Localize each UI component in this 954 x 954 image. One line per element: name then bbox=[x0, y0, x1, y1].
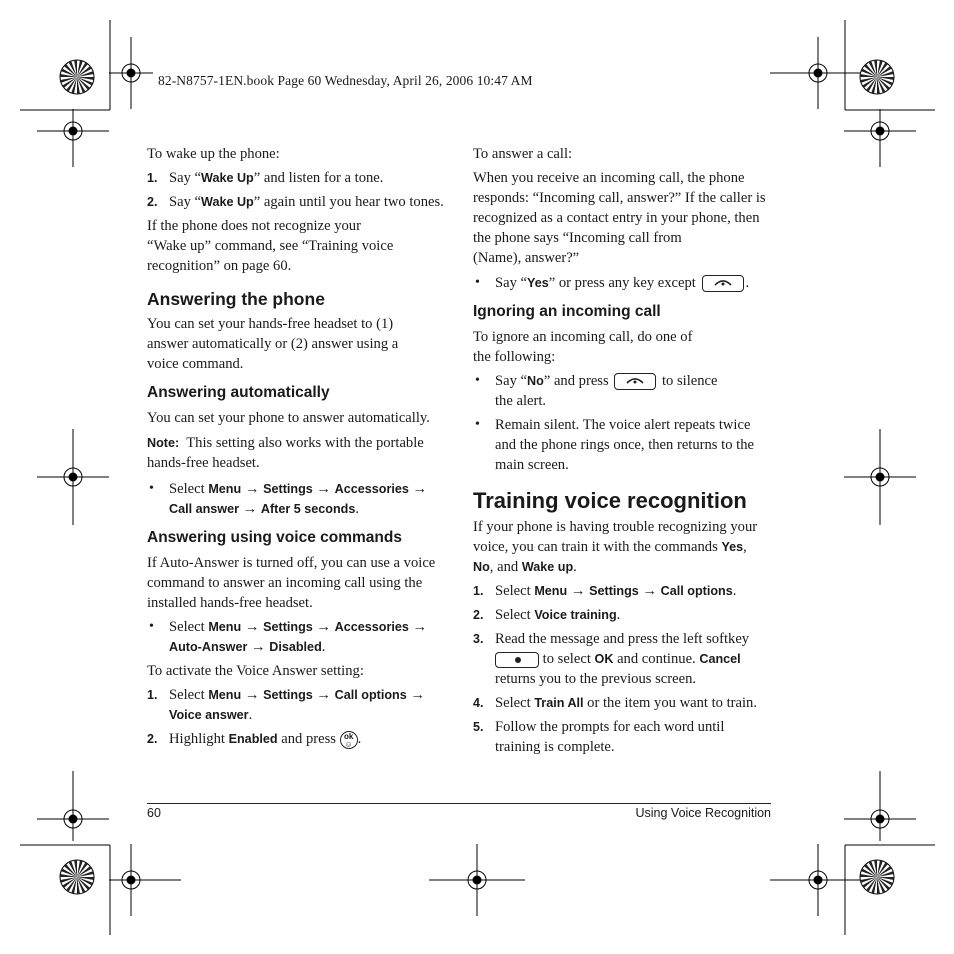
ok-key-icon: ok ☺ bbox=[340, 731, 358, 749]
answering-body: You can set your hands-free headset to (1) answer automatically or (2) answer using a voice command. bbox=[147, 316, 399, 372]
end-call-key-icon bbox=[614, 373, 656, 390]
starburst-target bbox=[60, 860, 94, 894]
activate-step-2: 2. Highlight Enabled and press ok ☺ . bbox=[147, 731, 362, 749]
end-call-key-icon bbox=[702, 275, 744, 292]
auto-bullet: • Select Menu → Settings → Accessories → Call answer → After 5 seconds. bbox=[149, 481, 428, 517]
training-step-1: 1. Select Menu → Settings → Call options. bbox=[473, 583, 737, 599]
training-step-3: 3. Read the message and press the left softkey to select OK and continue. Cancel returns you to the previous screen. bbox=[473, 631, 750, 687]
voice-bullet: • Select Menu → Settings → Accessories → Auto-Answer → Disabled. bbox=[149, 619, 428, 655]
running-footer: Using Voice Recognition bbox=[635, 806, 771, 820]
training-step-4: 4. Select Train All or the item you want to train. bbox=[473, 695, 757, 711]
training-step-5: 5. Follow the prompts for each word until training is complete. bbox=[473, 719, 725, 755]
right-column bbox=[473, 144, 773, 757]
heading-answering-automatically: Answering automatically bbox=[147, 384, 330, 401]
auto-body: You can set your phone to answer automatically. bbox=[147, 410, 430, 426]
note: Note: This setting also works with the portable hands-free headset. bbox=[147, 435, 424, 471]
training-step-2: 2. Select Voice training. bbox=[473, 607, 621, 623]
left-column bbox=[147, 144, 447, 749]
heading-training-voice: Training voice recognition bbox=[473, 488, 747, 513]
footer-rule bbox=[147, 803, 771, 804]
heading-voice-commands: Answering using voice commands bbox=[147, 529, 402, 546]
training-body: If your phone is having trouble recognizing your voice, you can train it with the commands Yes, No, and Wake up. bbox=[473, 519, 758, 575]
ignore-body: To ignore an incoming call, do one of the following: bbox=[473, 329, 693, 365]
ignore-bullet-1: • Say “No” and press to silence the alert. bbox=[475, 373, 718, 409]
answer-body: When you receive an incoming call, the phone responds: “Incoming call, answer?” If the caller is recognized as a contact entry in your phone, then the phone says “Incoming call from (Name), answer?” bbox=[473, 170, 766, 266]
ignore-bullet-2: • Remain silent. The voice alert repeats twice and the phone rings once, then returns to the main screen. bbox=[475, 417, 754, 473]
print-slug: 82-N8757-1EN.book Page 60 Wednesday, April 26, 2006 10:47 AM bbox=[158, 73, 533, 88]
page-number: 60 bbox=[147, 806, 161, 820]
answer-bullet: • Say “Yes” or press any key except . bbox=[475, 275, 750, 291]
starburst-target bbox=[860, 860, 894, 894]
heading-ignoring-call: Ignoring an incoming call bbox=[473, 303, 661, 320]
activate-step-1: 1. Select Menu → Settings → Call options → Voice answer. bbox=[147, 687, 425, 723]
wake-intro: To wake up the phone: bbox=[147, 146, 280, 162]
wake-step-1: 1. Say “Wake Up” and listen for a tone. bbox=[147, 170, 384, 186]
wake-step-2: 2. Say “Wake Up” again until you hear two tones. bbox=[147, 194, 444, 210]
voice-body: If Auto-Answer is turned off, you can use a voice command to answer an incoming call using the installed hands-free headset. bbox=[147, 555, 436, 611]
wake-note: If the phone does not recognize your “Wake up” command, see “Training voice recognition” on page 60. bbox=[147, 218, 394, 274]
heading-answering-phone: Answering the phone bbox=[147, 289, 325, 309]
activate-intro: To activate the Voice Answer setting: bbox=[147, 663, 364, 679]
starburst-target bbox=[60, 60, 94, 94]
starburst-target bbox=[860, 60, 894, 94]
answer-intro: To answer a call: bbox=[473, 146, 573, 162]
left-softkey-icon bbox=[495, 652, 539, 668]
